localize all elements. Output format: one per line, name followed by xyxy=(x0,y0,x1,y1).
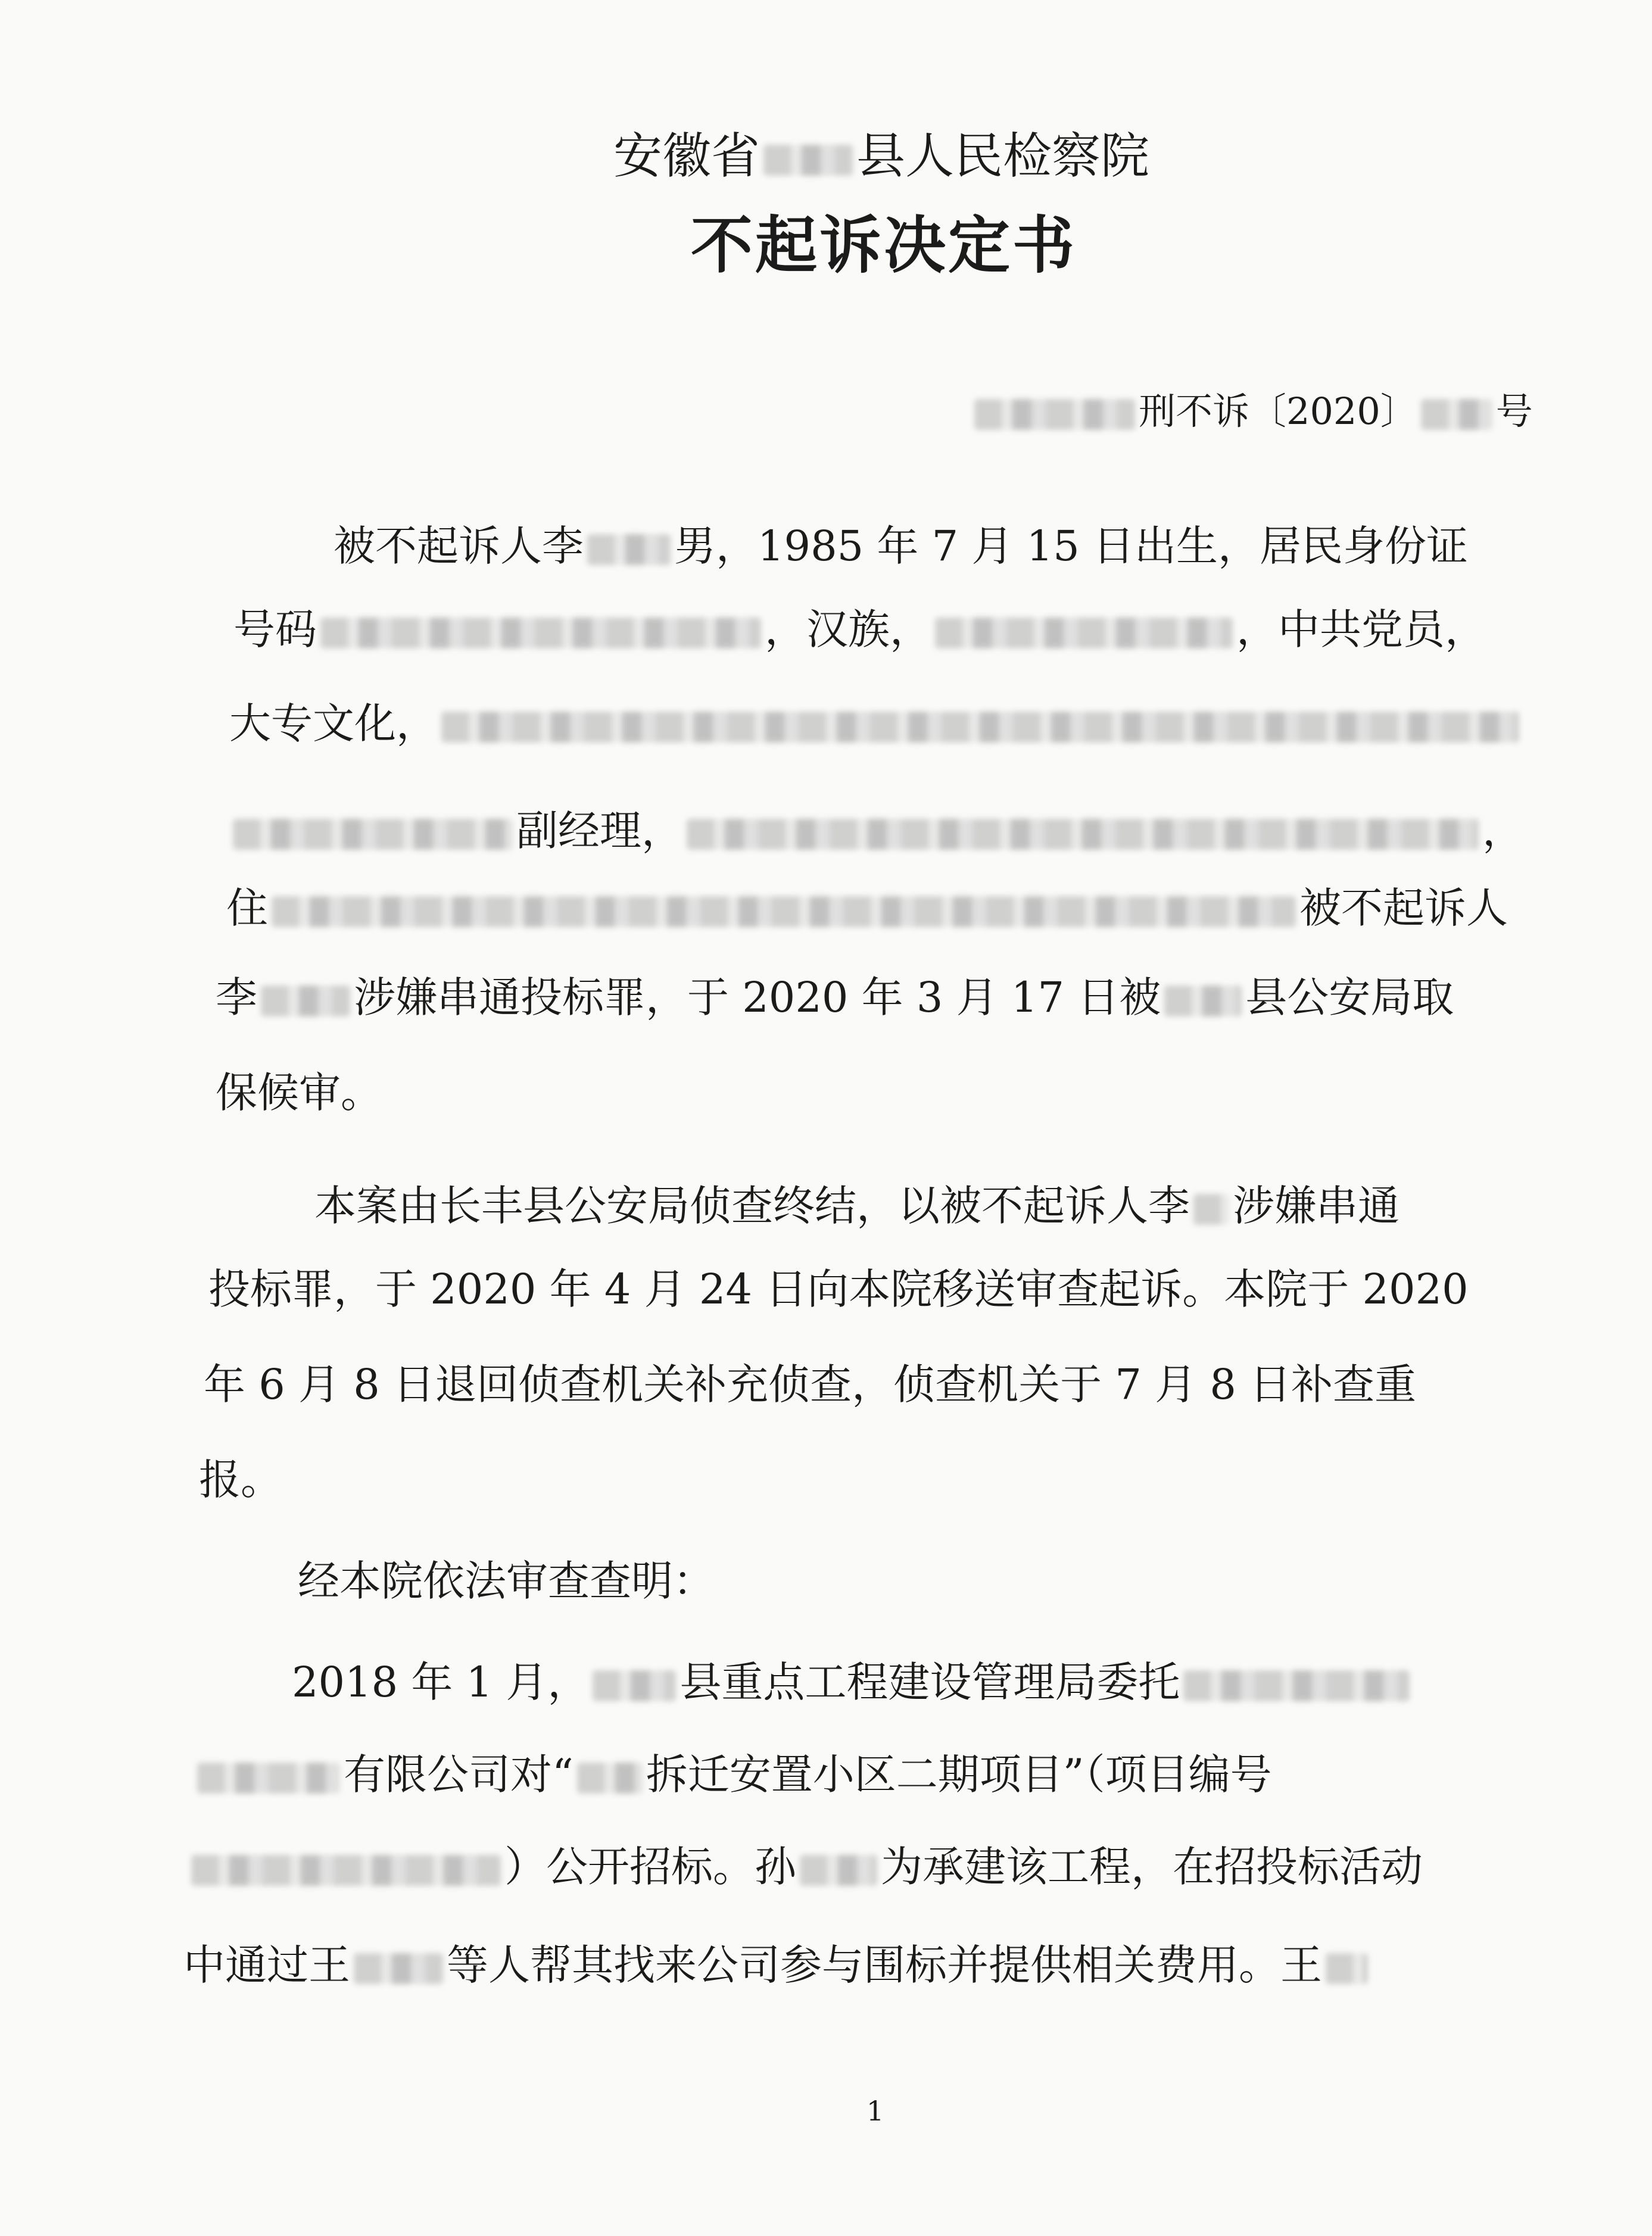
redacted-agency xyxy=(1183,1670,1410,1701)
p1-line6 xyxy=(216,973,1454,1022)
p4-text: 县重点工程建设管理局委托 xyxy=(679,1658,1180,1707)
p1-text: 男，1985 年 7 月 15 日出生，居民身份证 xyxy=(674,522,1469,570)
p4-text: 中通过王 xyxy=(183,1941,350,1989)
p2-line3: 年 6 月 8 日退回侦查机关补充侦查，侦查机关于 7 月 8 日补查重 xyxy=(204,1360,1417,1409)
p4-text: 为承建该工程，在招投标活动 xyxy=(881,1842,1423,1891)
p1-text: 副经理， xyxy=(516,806,683,855)
redacted-name xyxy=(587,534,671,565)
p1-text: 涉嫌串通投标罪，于 2020 年 3 月 17 日被 xyxy=(354,973,1161,1022)
doc-number-end: 号 xyxy=(1495,389,1533,433)
redacted-county-name xyxy=(763,145,853,176)
redacted-name xyxy=(1193,1194,1229,1225)
p1-text: 号码 xyxy=(233,605,317,654)
authority-prefix: 安徽省 xyxy=(613,128,760,185)
redacted-agency xyxy=(197,1763,340,1794)
redacted-employer xyxy=(441,712,1519,743)
document-type-title: 不起诉决定书 xyxy=(691,208,1077,282)
redacted-residence xyxy=(272,896,1296,927)
p2-text: 涉嫌串通 xyxy=(1233,1181,1399,1230)
p2-line1 xyxy=(314,1181,1399,1230)
redacted-name xyxy=(354,1953,443,1984)
p1-text: ， xyxy=(1482,806,1524,855)
page-number: 1 xyxy=(866,2095,884,2127)
p1-line3 xyxy=(229,699,1523,748)
redacted-doc-prefix xyxy=(974,399,1135,430)
redacted-name xyxy=(261,986,350,1016)
p2-line4: 报。 xyxy=(199,1455,282,1504)
p1-text: 被不起诉人 xyxy=(1299,884,1508,933)
redacted-doc-serial xyxy=(1421,399,1492,430)
p1-text: 李 xyxy=(216,973,257,1022)
p4-text: 等人帮其找来公司参与围标并提供相关费用。王 xyxy=(447,1941,1322,1989)
p1-text: 大专文化， xyxy=(229,699,438,748)
redacted-birthplace xyxy=(935,618,1233,648)
p2-text: 本案由长丰县公安局侦查终结，以被不起诉人李 xyxy=(314,1181,1190,1230)
p4-text: 有限公司对“ xyxy=(344,1750,573,1799)
p1-line7: 保候审。 xyxy=(216,1068,382,1117)
redacted-county-name xyxy=(593,1670,676,1701)
p1-line2 xyxy=(233,605,1486,654)
doc-number-mid: 刑不诉〔2020〕 xyxy=(1139,389,1417,433)
redacted-id-number xyxy=(320,618,761,648)
p1-text: 县公安局取 xyxy=(1245,973,1454,1022)
redacted-project-name xyxy=(577,1763,643,1794)
p1-line4 xyxy=(229,806,1524,855)
redacted-county-name xyxy=(1164,986,1242,1016)
p4-text: 2018 年 1 月， xyxy=(292,1658,590,1707)
p4-line3 xyxy=(188,1842,1423,1891)
p1-text: 被不起诉人李 xyxy=(333,522,584,570)
p1-line1 xyxy=(333,522,1469,570)
p1-text: ，中共党员， xyxy=(1236,605,1486,654)
p4-line4 xyxy=(183,1941,1371,1989)
p4-line2 xyxy=(194,1750,1272,1799)
authority-suffix: 县人民检察院 xyxy=(856,128,1150,185)
redacted-name xyxy=(1326,1953,1367,1984)
redacted-address xyxy=(687,819,1479,850)
p1-line5 xyxy=(226,884,1508,933)
document-number xyxy=(971,389,1533,433)
p4-text: 拆迁安置小区二期项目”（项目编号 xyxy=(646,1750,1272,1799)
p4-text: ）公开招标。孙 xyxy=(504,1842,796,1891)
p2-line2: 投标罪，于 2020 年 4 月 24 日向本院移送审查起诉。本院于 2020 xyxy=(208,1265,1469,1314)
redacted-name xyxy=(800,1855,877,1886)
p4-line1 xyxy=(292,1658,1413,1707)
issuing-authority-title xyxy=(613,128,1150,185)
redacted-project-number xyxy=(191,1855,501,1886)
p1-text: ，汉族， xyxy=(765,605,931,654)
redacted-company xyxy=(233,819,513,850)
p1-text: 住 xyxy=(226,884,268,933)
p3-line1: 经本院依法审查查明： xyxy=(298,1557,715,1605)
